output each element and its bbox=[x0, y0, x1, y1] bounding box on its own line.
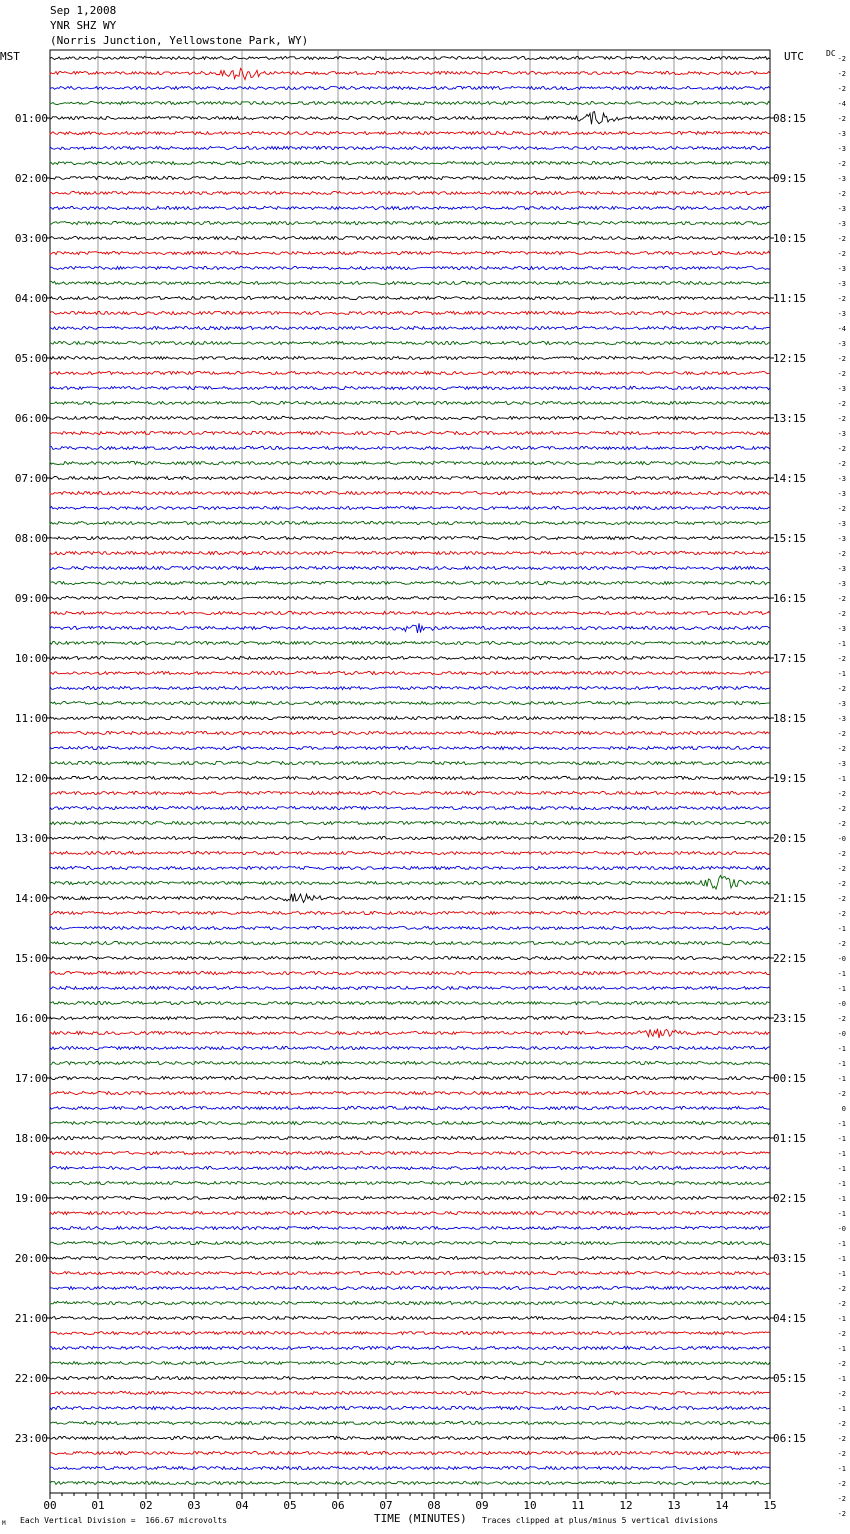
x-tick-label: 04 bbox=[235, 1499, 249, 1512]
trace-line bbox=[50, 1166, 770, 1169]
x-tick-label: 09 bbox=[475, 1499, 489, 1512]
left-timezone-label: MST bbox=[0, 50, 20, 63]
right-hour-label: 06:15 bbox=[773, 1432, 807, 1445]
dc-offset-label: -2 bbox=[837, 85, 846, 93]
trace-line bbox=[50, 1196, 770, 1199]
trace-line bbox=[50, 356, 770, 359]
dc-offset-label: -2 bbox=[837, 850, 846, 858]
dc-offset-label: -1 bbox=[837, 985, 846, 993]
trace-line bbox=[50, 431, 770, 434]
dc-offset-label: -2 bbox=[837, 460, 846, 468]
trace-line bbox=[50, 1331, 770, 1334]
trace-line bbox=[50, 761, 770, 764]
x-tick-label: 00 bbox=[43, 1499, 57, 1512]
right-hour-label: 15:15 bbox=[773, 532, 807, 545]
left-hour-label: 01:00 bbox=[14, 112, 48, 125]
trace-line bbox=[50, 161, 770, 164]
dc-offset-label: -0 bbox=[837, 1030, 846, 1038]
dc-offset-label: -2 bbox=[837, 805, 846, 813]
dc-offset-label: -1 bbox=[837, 1195, 846, 1203]
trace-line bbox=[50, 876, 770, 890]
dc-offset-label: -2 bbox=[837, 685, 846, 693]
trace-line bbox=[50, 746, 770, 749]
trace-line bbox=[50, 1301, 770, 1304]
trace-line bbox=[50, 1046, 770, 1049]
trace-line bbox=[50, 491, 770, 494]
left-hour-label: 18:00 bbox=[14, 1132, 48, 1145]
dc-offset-label: -1 bbox=[837, 1135, 846, 1143]
trace-line bbox=[50, 551, 770, 554]
dc-offset-label: -2 bbox=[837, 1015, 846, 1023]
x-tick-label: 07 bbox=[379, 1499, 393, 1512]
left-hour-label: 21:00 bbox=[14, 1312, 48, 1325]
left-hour-label: 14:00 bbox=[14, 892, 48, 905]
dc-offset-label: -1 bbox=[837, 1045, 846, 1053]
trace-line bbox=[50, 911, 770, 914]
trace-line bbox=[50, 1436, 770, 1439]
left-hour-label: 17:00 bbox=[14, 1072, 48, 1085]
x-tick-label: 06 bbox=[331, 1499, 345, 1512]
trace-line bbox=[50, 1271, 770, 1274]
trace-line bbox=[50, 791, 770, 794]
trace-line bbox=[50, 521, 770, 524]
dc-offset-label: -1 bbox=[837, 1165, 846, 1173]
trace-line bbox=[50, 1346, 770, 1349]
plot-date: Sep 1,2008 bbox=[50, 4, 117, 17]
dc-offset-label: -2 bbox=[837, 1330, 846, 1338]
trace-line bbox=[50, 1241, 770, 1244]
dc-offset-label: -2 bbox=[837, 70, 846, 78]
right-hour-label: 11:15 bbox=[773, 292, 807, 305]
dc-offset-label: -1 bbox=[837, 670, 846, 678]
trace-line bbox=[50, 1361, 770, 1364]
left-hour-label: 16:00 bbox=[14, 1012, 48, 1025]
left-hour-label: 22:00 bbox=[14, 1372, 48, 1385]
right-hour-label: 10:15 bbox=[773, 232, 807, 245]
trace-line bbox=[50, 1106, 770, 1109]
trace-line bbox=[50, 671, 770, 674]
dc-offset-label: -2 bbox=[837, 655, 846, 663]
left-hour-label: 07:00 bbox=[14, 472, 48, 485]
dc-offset-label: -1 bbox=[837, 1375, 846, 1383]
x-tick-label: 05 bbox=[283, 1499, 297, 1512]
dc-offset-label: -1 bbox=[837, 1240, 846, 1248]
dc-offset-label: -2 bbox=[837, 190, 846, 198]
dc-label: DC bbox=[826, 49, 836, 58]
left-hour-label: 09:00 bbox=[14, 592, 48, 605]
dc-offset-label: -2 bbox=[837, 1480, 846, 1488]
trace-line bbox=[50, 806, 770, 809]
trace-line bbox=[50, 851, 770, 854]
dc-offset-label: -1 bbox=[837, 1180, 846, 1188]
dc-offset-label: -1 bbox=[837, 970, 846, 978]
dc-offset-label: -1 bbox=[837, 1150, 846, 1158]
station-code: YNR SHZ WY bbox=[50, 19, 117, 32]
right-hour-label: 20:15 bbox=[773, 832, 807, 845]
right-hour-label: 14:15 bbox=[773, 472, 807, 485]
dc-offset-label: -4 bbox=[837, 100, 846, 108]
trace-line bbox=[50, 836, 770, 839]
dc-offset-label: -1 bbox=[837, 1075, 846, 1083]
dc-offset-label: -1 bbox=[837, 1120, 846, 1128]
right-hour-label: 19:15 bbox=[773, 772, 807, 785]
trace-line bbox=[50, 86, 770, 89]
dc-offset-label: -2 bbox=[837, 730, 846, 738]
dc-offset-label: -2 bbox=[837, 1435, 846, 1443]
left-hour-label: 05:00 bbox=[14, 352, 48, 365]
trace-line bbox=[50, 56, 770, 59]
trace-line bbox=[50, 821, 770, 824]
dc-offset-label: -2 bbox=[837, 1420, 846, 1428]
trace-line bbox=[50, 191, 770, 194]
dc-offset-label: -3 bbox=[837, 340, 846, 348]
trace-line bbox=[50, 506, 770, 509]
trace-line bbox=[50, 401, 770, 404]
trace-line bbox=[50, 112, 770, 125]
dc-offset-label: -3 bbox=[837, 130, 846, 138]
trace-line bbox=[50, 176, 770, 179]
dc-offset-label: -1 bbox=[837, 1060, 846, 1068]
dc-offset-label: -3 bbox=[837, 385, 846, 393]
trace-line bbox=[50, 416, 770, 419]
trace-line bbox=[50, 1121, 770, 1124]
dc-offset-label: -1 bbox=[837, 1465, 846, 1473]
dc-offset-label: -2 bbox=[837, 1285, 846, 1293]
dc-offset-label: -1 bbox=[837, 1315, 846, 1323]
trace-line bbox=[50, 236, 770, 239]
dc-offset-label: -1 bbox=[837, 1405, 846, 1413]
dc-offset-label: -3 bbox=[837, 475, 846, 483]
right-hour-label: 02:15 bbox=[773, 1192, 807, 1205]
right-hour-label: 04:15 bbox=[773, 1312, 807, 1325]
dc-offset-label: -0 bbox=[837, 1225, 846, 1233]
scale-note: Each Vertical Division = 166.67 microvolts bbox=[20, 1516, 228, 1525]
x-tick-label: 03 bbox=[187, 1499, 201, 1512]
trace-line bbox=[50, 956, 770, 959]
trace-line bbox=[50, 1451, 770, 1454]
trace-line bbox=[50, 866, 770, 869]
dc-offset-label: -3 bbox=[837, 535, 846, 543]
trace-line bbox=[50, 1286, 770, 1289]
left-hour-label: 08:00 bbox=[14, 532, 48, 545]
trace-line bbox=[50, 1029, 770, 1038]
dc-offset-label: -3 bbox=[837, 565, 846, 573]
trace-line bbox=[50, 386, 770, 389]
left-hour-label: 03:00 bbox=[14, 232, 48, 245]
dc-offset-label: -2 bbox=[837, 1450, 846, 1458]
dc-offset-label: -3 bbox=[837, 175, 846, 183]
trace-line bbox=[50, 251, 770, 254]
dc-offset-label: -3 bbox=[837, 520, 846, 528]
right-hour-label: 01:15 bbox=[773, 1132, 807, 1145]
x-tick-label: 02 bbox=[139, 1499, 153, 1512]
trace-line bbox=[50, 656, 770, 659]
trace-line bbox=[50, 1001, 770, 1004]
trace-line bbox=[50, 131, 770, 134]
dc-offset-label: -1 bbox=[837, 1345, 846, 1353]
dc-offset-label: -4 bbox=[837, 325, 846, 333]
dc-offset-label: -2 bbox=[837, 910, 846, 918]
dc-offset-label: -2 bbox=[837, 550, 846, 558]
left-hour-label: 20:00 bbox=[14, 1252, 48, 1265]
dc-offset-label: -2 bbox=[837, 400, 846, 408]
right-hour-label: 12:15 bbox=[773, 352, 807, 365]
dc-offset-label: -0 bbox=[837, 835, 846, 843]
trace-line bbox=[50, 1421, 770, 1424]
trace-line bbox=[50, 311, 770, 314]
dc-offset-label: -2 bbox=[837, 880, 846, 888]
dc-offset-label: -2 bbox=[837, 895, 846, 903]
dc-offset-label: -2 bbox=[837, 790, 846, 798]
dc-offset-label: -2 bbox=[837, 235, 846, 243]
trace-line bbox=[50, 566, 770, 569]
dc-offset-label: -2 bbox=[837, 160, 846, 168]
trace-line bbox=[50, 1076, 770, 1079]
x-tick-label: 14 bbox=[715, 1499, 729, 1512]
left-hour-label: 04:00 bbox=[14, 292, 48, 305]
dc-offset-label: -2 bbox=[837, 445, 846, 453]
trace-line bbox=[50, 1256, 770, 1259]
dc-offset-label: -1 bbox=[837, 1210, 846, 1218]
trace-line bbox=[50, 446, 770, 449]
dc-offset-label: -2 bbox=[837, 1510, 846, 1518]
dc-offset-label: -2 bbox=[837, 1300, 846, 1308]
trace-line bbox=[50, 941, 770, 944]
dc-offset-label: -2 bbox=[837, 745, 846, 753]
trace-line bbox=[50, 1481, 770, 1484]
trace-line bbox=[50, 1391, 770, 1394]
right-hour-label: 13:15 bbox=[773, 412, 807, 425]
trace-line bbox=[50, 101, 770, 104]
x-tick-label: 01 bbox=[91, 1499, 105, 1512]
right-hour-label: 23:15 bbox=[773, 1012, 807, 1025]
trace-line bbox=[50, 701, 770, 704]
right-hour-label: 03:15 bbox=[773, 1252, 807, 1265]
left-hour-label: 19:00 bbox=[14, 1192, 48, 1205]
left-hour-label: 15:00 bbox=[14, 952, 48, 965]
clip-note: Traces clipped at plus/minus 5 vertical divisions bbox=[482, 1516, 719, 1525]
dc-offset-label: -3 bbox=[837, 280, 846, 288]
dc-offset-label: -3 bbox=[837, 580, 846, 588]
trace-line bbox=[50, 1226, 770, 1229]
dc-offset-label: -1 bbox=[837, 775, 846, 783]
right-hour-label: 21:15 bbox=[773, 892, 807, 905]
trace-line bbox=[50, 68, 770, 79]
left-hour-label: 10:00 bbox=[14, 652, 48, 665]
trace-line bbox=[50, 1316, 770, 1319]
right-hour-label: 09:15 bbox=[773, 172, 807, 185]
trace-line bbox=[50, 686, 770, 689]
dc-offset-label: -0 bbox=[837, 1000, 846, 1008]
trace-line bbox=[50, 776, 770, 779]
dc-offset-label: -3 bbox=[837, 700, 846, 708]
x-tick-label: 13 bbox=[667, 1499, 681, 1512]
dc-offset-label: -2 bbox=[837, 1360, 846, 1368]
trace-line bbox=[50, 1016, 770, 1019]
dc-offset-label: -2 bbox=[837, 115, 846, 123]
trace-line bbox=[50, 341, 770, 344]
left-hour-label: 02:00 bbox=[14, 172, 48, 185]
dc-offset-label: -2 bbox=[837, 295, 846, 303]
trace-line bbox=[50, 1136, 770, 1139]
trace-line bbox=[50, 581, 770, 584]
right-hour-label: 08:15 bbox=[773, 112, 807, 125]
dc-offset-label: -0 bbox=[837, 955, 846, 963]
trace-line bbox=[50, 596, 770, 599]
dc-offset-label: -2 bbox=[837, 595, 846, 603]
x-tick-label: 08 bbox=[427, 1499, 441, 1512]
trace-line bbox=[50, 146, 770, 149]
trace-line bbox=[50, 1151, 770, 1154]
trace-line bbox=[50, 611, 770, 614]
right-timezone-label: UTC bbox=[784, 50, 804, 63]
right-hour-label: 05:15 bbox=[773, 1372, 807, 1385]
corner-mark: M bbox=[2, 1520, 6, 1527]
left-hour-label: 12:00 bbox=[14, 772, 48, 785]
dc-offset-label: -1 bbox=[837, 1255, 846, 1263]
trace-line bbox=[50, 1406, 770, 1409]
dc-offset-label: -2 bbox=[837, 355, 846, 363]
dc-offset-label: -2 bbox=[837, 1495, 846, 1503]
dc-offset-label: -3 bbox=[837, 265, 846, 273]
dc-offset-label: -1 bbox=[837, 640, 846, 648]
left-hour-label: 11:00 bbox=[14, 712, 48, 725]
dc-offset-label: -3 bbox=[837, 490, 846, 498]
trace-line bbox=[50, 536, 770, 539]
dc-offset-label: -2 bbox=[837, 415, 846, 423]
dc-offset-label: -2 bbox=[837, 1090, 846, 1098]
trace-line bbox=[50, 1466, 770, 1469]
dc-offset-label: -3 bbox=[837, 145, 846, 153]
dc-offset-label: -2 bbox=[837, 505, 846, 513]
trace-line bbox=[50, 326, 770, 329]
dc-offset-label: 0 bbox=[841, 1105, 846, 1113]
dc-offset-label: -2 bbox=[837, 250, 846, 258]
right-hour-label: 00:15 bbox=[773, 1072, 807, 1085]
x-tick-label: 15 bbox=[763, 1499, 777, 1512]
x-axis-title: TIME (MINUTES) bbox=[374, 1512, 467, 1525]
trace-line bbox=[50, 971, 770, 974]
right-hour-label: 16:15 bbox=[773, 592, 807, 605]
right-hour-label: 18:15 bbox=[773, 712, 807, 725]
dc-offset-label: -2 bbox=[837, 55, 846, 63]
trace-line bbox=[50, 986, 770, 989]
trace-line bbox=[50, 1091, 770, 1094]
trace-line bbox=[50, 476, 770, 479]
dc-offset-label: -3 bbox=[837, 625, 846, 633]
x-tick-label: 11 bbox=[571, 1499, 585, 1512]
x-tick-label: 12 bbox=[619, 1499, 633, 1512]
trace-line bbox=[50, 1376, 770, 1379]
dc-offset-label: -1 bbox=[837, 925, 846, 933]
dc-offset-label: -3 bbox=[837, 205, 846, 213]
dc-offset-label: -2 bbox=[837, 610, 846, 618]
dc-offset-label: -2 bbox=[837, 820, 846, 828]
left-hour-label: 13:00 bbox=[14, 832, 48, 845]
trace-line bbox=[50, 371, 770, 374]
right-hour-label: 17:15 bbox=[773, 652, 807, 665]
trace-line bbox=[50, 221, 770, 224]
x-tick-label: 10 bbox=[523, 1499, 537, 1512]
trace-line bbox=[50, 731, 770, 734]
left-hour-label: 23:00 bbox=[14, 1432, 48, 1445]
right-hour-label: 22:15 bbox=[773, 952, 807, 965]
dc-offset-label: -3 bbox=[837, 430, 846, 438]
trace-line bbox=[50, 296, 770, 299]
dc-offset-label: -2 bbox=[837, 370, 846, 378]
trace-line bbox=[50, 281, 770, 284]
dc-offset-label: -2 bbox=[837, 1390, 846, 1398]
trace-line bbox=[50, 1061, 770, 1064]
dc-offset-label: -3 bbox=[837, 220, 846, 228]
trace-line bbox=[50, 1181, 770, 1184]
dc-offset-label: -3 bbox=[837, 760, 846, 768]
left-hour-label: 06:00 bbox=[14, 412, 48, 425]
dc-offset-label: -2 bbox=[837, 940, 846, 948]
trace-line bbox=[50, 926, 770, 929]
trace-line bbox=[50, 894, 770, 903]
dc-offset-label: -1 bbox=[837, 1270, 846, 1278]
trace-line bbox=[50, 1211, 770, 1214]
trace-line bbox=[50, 623, 770, 633]
dc-offset-label: -3 bbox=[837, 310, 846, 318]
trace-line bbox=[50, 206, 770, 209]
dc-offset-label: -2 bbox=[837, 865, 846, 873]
trace-line bbox=[50, 641, 770, 644]
dc-offset-label: -3 bbox=[837, 715, 846, 723]
trace-line bbox=[50, 461, 770, 464]
trace-line bbox=[50, 716, 770, 719]
station-location: (Norris Junction, Yellowstone Park, WY) bbox=[50, 34, 309, 47]
trace-line bbox=[50, 266, 770, 269]
